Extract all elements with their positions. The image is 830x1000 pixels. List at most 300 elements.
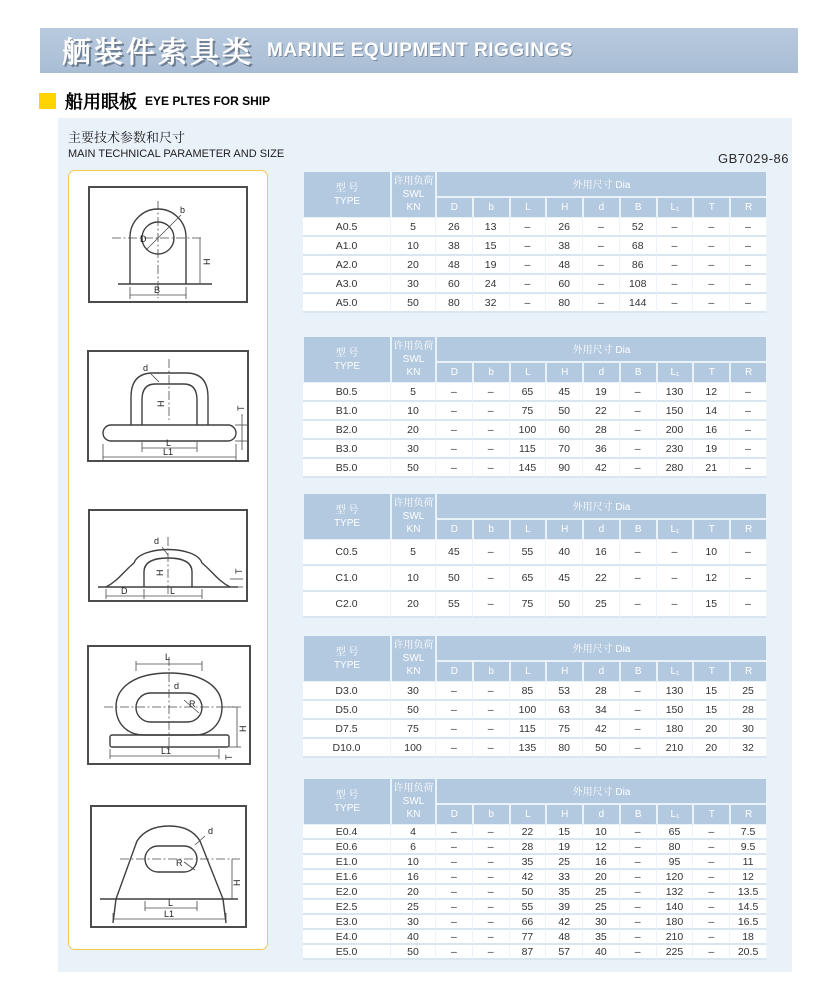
spec-cell: – bbox=[730, 440, 767, 459]
spec-cell: – bbox=[473, 682, 510, 701]
spec-cell: 50 bbox=[510, 885, 547, 900]
spec-cell: 33 bbox=[546, 870, 583, 885]
dim-label: L bbox=[166, 438, 172, 448]
spec-cell: – bbox=[657, 275, 694, 294]
spec-row bbox=[303, 237, 767, 256]
dim-label: d bbox=[208, 826, 214, 836]
spec-cell: B5.0 bbox=[303, 459, 391, 478]
spec-cell: 45 bbox=[546, 566, 583, 592]
spec-cell: 22 bbox=[510, 825, 547, 840]
spec-cell: – bbox=[620, 840, 657, 855]
spec-cell: 20 bbox=[583, 870, 620, 885]
spec-cell: – bbox=[730, 459, 767, 478]
spec-cell: 65 bbox=[657, 825, 694, 840]
spec-cell: – bbox=[436, 825, 473, 840]
spec-cell: – bbox=[620, 592, 657, 618]
spec-cell: 80 bbox=[436, 294, 473, 313]
spec-cell: 108 bbox=[620, 275, 657, 294]
spec-cell: D10.0 bbox=[303, 739, 391, 758]
spec-cell: A5.0 bbox=[303, 294, 391, 313]
spec-cell: E1.6 bbox=[303, 870, 391, 885]
spec-cell: 25 bbox=[583, 592, 620, 618]
dim-label: H bbox=[238, 725, 248, 732]
spec-cell: 12 bbox=[693, 566, 730, 592]
spec-cell: A0.5 bbox=[303, 218, 391, 237]
spec-row bbox=[303, 682, 767, 701]
spec-cell: 34 bbox=[583, 701, 620, 720]
spec-cell: – bbox=[473, 930, 510, 945]
spec-row bbox=[303, 540, 767, 566]
spec-cell: – bbox=[436, 900, 473, 915]
col-header-dim-0: D bbox=[436, 519, 473, 540]
spec-cell: B0.5 bbox=[303, 383, 391, 402]
spec-cell: 40 bbox=[546, 540, 583, 566]
spec-cell: 48 bbox=[546, 256, 583, 275]
spec-cell: 140 bbox=[657, 900, 694, 915]
spec-cell: 30 bbox=[391, 915, 436, 930]
col-header-dim-7: T bbox=[693, 519, 730, 540]
spec-cell: 80 bbox=[657, 840, 694, 855]
spec-cell: 30 bbox=[391, 440, 436, 459]
spec-cell: 130 bbox=[657, 383, 694, 402]
col-header-dim-5: B bbox=[620, 804, 657, 825]
spec-cell: – bbox=[436, 855, 473, 870]
dim-label: T bbox=[236, 405, 246, 411]
spec-cell: – bbox=[693, 840, 730, 855]
spec-cell: – bbox=[436, 945, 473, 960]
spec-cell: 15 bbox=[473, 237, 510, 256]
spec-cell: E5.0 bbox=[303, 945, 391, 960]
spec-cell: – bbox=[620, 402, 657, 421]
spec-cell: 30 bbox=[391, 275, 436, 294]
dim-label: B bbox=[154, 285, 161, 295]
spec-cell: A2.0 bbox=[303, 256, 391, 275]
spec-table-b bbox=[303, 336, 767, 478]
spec-cell: – bbox=[620, 720, 657, 739]
spec-cell: – bbox=[436, 930, 473, 945]
spec-cell: – bbox=[620, 540, 657, 566]
spec-row bbox=[303, 218, 767, 237]
spec-cell: 20 bbox=[693, 720, 730, 739]
spec-row bbox=[303, 402, 767, 421]
dim-label: L1 bbox=[164, 909, 175, 919]
spec-cell: – bbox=[473, 402, 510, 421]
spec-cell: – bbox=[436, 739, 473, 758]
dim-label: T bbox=[224, 754, 234, 760]
spec-cell: 100 bbox=[510, 701, 547, 720]
spec-cell: 60 bbox=[546, 275, 583, 294]
spec-cell: 26 bbox=[546, 218, 583, 237]
spec-cell: – bbox=[620, 440, 657, 459]
spec-row bbox=[303, 825, 767, 840]
spec-cell: – bbox=[730, 237, 767, 256]
spec-cell: 55 bbox=[510, 540, 547, 566]
spec-cell: 30 bbox=[391, 682, 436, 701]
col-header-dim-5: B bbox=[620, 519, 657, 540]
spec-cell: 18 bbox=[730, 930, 767, 945]
spec-cell: 32 bbox=[473, 294, 510, 313]
spec-cell: – bbox=[620, 945, 657, 960]
section-title-zh: 船用眼板 bbox=[65, 92, 137, 112]
banner-title-zh: 舾装件索具类 bbox=[62, 37, 255, 69]
col-header-dim-1: b bbox=[473, 519, 510, 540]
spec-cell: 39 bbox=[546, 900, 583, 915]
spec-cell: 80 bbox=[546, 294, 583, 313]
eye-plate-d-drawing bbox=[89, 647, 249, 763]
spec-cell: E3.0 bbox=[303, 915, 391, 930]
spec-cell: – bbox=[436, 885, 473, 900]
diagram-type-a bbox=[88, 186, 248, 303]
dim-label: L1 bbox=[161, 746, 172, 756]
col-header-swl: 许用负荷 SWL KN bbox=[391, 778, 436, 825]
spec-row bbox=[303, 885, 767, 900]
spec-cell: – bbox=[620, 855, 657, 870]
spec-cell: 16 bbox=[391, 870, 436, 885]
spec-cell: 28 bbox=[583, 682, 620, 701]
spec-cell: – bbox=[583, 275, 620, 294]
dim-label: H bbox=[232, 879, 242, 886]
spec-cell: 35 bbox=[546, 885, 583, 900]
col-header-dim-3: H bbox=[546, 362, 583, 383]
spec-cell: 24 bbox=[473, 275, 510, 294]
spec-cell: 25 bbox=[391, 900, 436, 915]
spec-cell: – bbox=[620, 825, 657, 840]
table-head bbox=[303, 493, 767, 540]
col-header-dim-1: b bbox=[473, 197, 510, 218]
spec-cell: 210 bbox=[657, 930, 694, 945]
eye-plate-a-drawing bbox=[90, 188, 246, 301]
spec-cell: – bbox=[510, 256, 547, 275]
spec-cell: 25 bbox=[583, 900, 620, 915]
spec-cell: 45 bbox=[546, 383, 583, 402]
spec-cell: D5.0 bbox=[303, 701, 391, 720]
spec-cell: – bbox=[473, 915, 510, 930]
spec-cell: – bbox=[620, 900, 657, 915]
spec-cell: 144 bbox=[620, 294, 657, 313]
diagram-type-b bbox=[87, 350, 249, 462]
spec-cell: 70 bbox=[546, 440, 583, 459]
col-header-dim-8: R bbox=[730, 362, 767, 383]
spec-cell: 115 bbox=[510, 720, 547, 739]
spec-cell: 20 bbox=[391, 592, 436, 618]
spec-cell: – bbox=[620, 915, 657, 930]
spec-cell: 53 bbox=[546, 682, 583, 701]
spec-cell: 75 bbox=[510, 592, 547, 618]
col-header-dimensions: 外用尺寸 Dia bbox=[436, 778, 767, 804]
spec-cell: – bbox=[473, 540, 510, 566]
diagram-type-d bbox=[87, 645, 251, 765]
spec-cell: 40 bbox=[583, 945, 620, 960]
spec-cell: – bbox=[657, 592, 694, 618]
spec-cell: E2.0 bbox=[303, 885, 391, 900]
spec-cell: 36 bbox=[583, 440, 620, 459]
spec-cell: D3.0 bbox=[303, 682, 391, 701]
spec-cell: 68 bbox=[620, 237, 657, 256]
spec-row bbox=[303, 900, 767, 915]
dim-label: d bbox=[143, 363, 149, 373]
spec-row bbox=[303, 592, 767, 618]
spec-cell: – bbox=[657, 566, 694, 592]
spec-table-d bbox=[303, 635, 767, 758]
spec-cell: – bbox=[473, 440, 510, 459]
col-header-dim-2: L bbox=[510, 519, 547, 540]
col-header-type: 型 号 TYPE bbox=[303, 336, 391, 383]
spec-cell: 65 bbox=[510, 566, 547, 592]
spec-cell: 30 bbox=[583, 915, 620, 930]
spec-cell: – bbox=[473, 945, 510, 960]
spec-cell: – bbox=[620, 459, 657, 478]
spec-cell: 20 bbox=[391, 885, 436, 900]
spec-cell: – bbox=[693, 855, 730, 870]
spec-cell: 95 bbox=[657, 855, 694, 870]
spec-cell: – bbox=[436, 383, 473, 402]
col-header-dimensions: 外用尺寸 Dia bbox=[436, 171, 767, 197]
col-header-type: 型 号 TYPE bbox=[303, 493, 391, 540]
spec-cell: 86 bbox=[620, 256, 657, 275]
spec-cell: 7.5 bbox=[730, 825, 767, 840]
dim-label: L bbox=[168, 898, 174, 908]
spec-cell: – bbox=[473, 840, 510, 855]
spec-cell: – bbox=[620, 739, 657, 758]
spec-cell: – bbox=[473, 825, 510, 840]
spec-cell: B2.0 bbox=[303, 421, 391, 440]
spec-cell: – bbox=[693, 915, 730, 930]
col-header-dim-3: H bbox=[546, 661, 583, 682]
spec-cell: – bbox=[730, 218, 767, 237]
spec-row bbox=[303, 566, 767, 592]
spec-cell: – bbox=[473, 885, 510, 900]
spec-cell: 35 bbox=[510, 855, 547, 870]
spec-cell: – bbox=[583, 237, 620, 256]
col-header-dim-6: L₁ bbox=[657, 661, 694, 682]
spec-cell: 100 bbox=[510, 421, 547, 440]
spec-cell: 75 bbox=[391, 720, 436, 739]
spec-cell: 200 bbox=[657, 421, 694, 440]
spec-cell: – bbox=[657, 294, 694, 313]
spec-cell: E4.0 bbox=[303, 930, 391, 945]
spec-cell: – bbox=[693, 825, 730, 840]
spec-cell: 4 bbox=[391, 825, 436, 840]
col-header-dim-0: D bbox=[436, 804, 473, 825]
spec-cell: – bbox=[436, 402, 473, 421]
spec-cell: 52 bbox=[620, 218, 657, 237]
col-header-dim-7: T bbox=[693, 362, 730, 383]
spec-cell: 13.5 bbox=[730, 885, 767, 900]
spec-cell: 12 bbox=[583, 840, 620, 855]
spec-row bbox=[303, 256, 767, 275]
spec-cell: – bbox=[657, 256, 694, 275]
spec-cell: 48 bbox=[436, 256, 473, 275]
spec-cell: – bbox=[730, 421, 767, 440]
spec-row bbox=[303, 440, 767, 459]
spec-row bbox=[303, 915, 767, 930]
spec-cell: – bbox=[693, 900, 730, 915]
dim-label: R bbox=[189, 699, 196, 709]
col-header-dim-0: D bbox=[436, 661, 473, 682]
spec-cell: 19 bbox=[546, 840, 583, 855]
spec-cell: 48 bbox=[546, 930, 583, 945]
spec-cell: 100 bbox=[391, 739, 436, 758]
yellow-bullet-icon bbox=[39, 93, 56, 109]
spec-cell: 19 bbox=[473, 256, 510, 275]
spec-row bbox=[303, 840, 767, 855]
spec-cell: 19 bbox=[583, 383, 620, 402]
spec-row bbox=[303, 383, 767, 402]
spec-cell: – bbox=[473, 421, 510, 440]
spec-cell: – bbox=[620, 870, 657, 885]
spec-cell: 11 bbox=[730, 855, 767, 870]
spec-cell: 15 bbox=[693, 701, 730, 720]
spec-cell: – bbox=[583, 218, 620, 237]
spec-row bbox=[303, 294, 767, 313]
spec-cell: – bbox=[693, 930, 730, 945]
dim-label: d bbox=[174, 681, 180, 691]
page-banner bbox=[40, 28, 798, 73]
spec-cell: – bbox=[436, 915, 473, 930]
col-header-swl: 许用负荷 SWL KN bbox=[391, 171, 436, 218]
content-panel bbox=[58, 118, 792, 972]
spec-cell: – bbox=[510, 218, 547, 237]
spec-cell: 150 bbox=[657, 701, 694, 720]
spec-cell: 12 bbox=[730, 870, 767, 885]
spec-row bbox=[303, 701, 767, 720]
col-header-dim-5: B bbox=[620, 661, 657, 682]
spec-cell: – bbox=[730, 256, 767, 275]
spec-cell: 15 bbox=[693, 592, 730, 618]
spec-cell: 50 bbox=[583, 739, 620, 758]
spec-cell: 13 bbox=[473, 218, 510, 237]
dim-label: T bbox=[234, 568, 244, 574]
spec-cell: A1.0 bbox=[303, 237, 391, 256]
spec-cell: E2.5 bbox=[303, 900, 391, 915]
spec-cell: 225 bbox=[657, 945, 694, 960]
spec-cell: – bbox=[693, 885, 730, 900]
spec-cell: 50 bbox=[391, 701, 436, 720]
spec-cell: – bbox=[730, 592, 767, 618]
spec-row bbox=[303, 930, 767, 945]
standard-number: GB7029-86 bbox=[718, 151, 789, 166]
spec-row bbox=[303, 855, 767, 870]
spec-cell: E0.4 bbox=[303, 825, 391, 840]
diagram-type-c bbox=[88, 509, 248, 602]
spec-cell: 75 bbox=[546, 720, 583, 739]
col-header-swl: 许用负荷 SWL KN bbox=[391, 635, 436, 682]
col-header-dim-8: R bbox=[730, 661, 767, 682]
spec-cell: 50 bbox=[391, 294, 436, 313]
col-header-dim-3: H bbox=[546, 804, 583, 825]
spec-table-c bbox=[303, 493, 767, 618]
col-header-dimensions: 外用尺寸 Dia bbox=[436, 336, 767, 362]
spec-cell: – bbox=[693, 870, 730, 885]
spec-cell: 28 bbox=[510, 840, 547, 855]
spec-cell: 20 bbox=[693, 739, 730, 758]
spec-cell: – bbox=[473, 739, 510, 758]
table-head bbox=[303, 336, 767, 383]
spec-cell: 21 bbox=[693, 459, 730, 478]
spec-cell: 20 bbox=[391, 421, 436, 440]
dim-label: R bbox=[176, 858, 183, 868]
spec-cell: 42 bbox=[546, 915, 583, 930]
col-header-dim-2: L bbox=[510, 804, 547, 825]
spec-cell: 66 bbox=[510, 915, 547, 930]
spec-cell: 16 bbox=[693, 421, 730, 440]
spec-cell: 90 bbox=[546, 459, 583, 478]
col-header-dim-6: L₁ bbox=[657, 362, 694, 383]
spec-row bbox=[303, 945, 767, 960]
spec-cell: 50 bbox=[436, 566, 473, 592]
col-header-dim-4: d bbox=[583, 519, 620, 540]
spec-row bbox=[303, 870, 767, 885]
spec-cell: – bbox=[473, 855, 510, 870]
spec-cell: – bbox=[620, 930, 657, 945]
col-header-type: 型 号 TYPE bbox=[303, 635, 391, 682]
spec-cell: 50 bbox=[391, 459, 436, 478]
spec-cell: 65 bbox=[510, 383, 547, 402]
spec-cell: – bbox=[730, 566, 767, 592]
col-header-type: 型 号 TYPE bbox=[303, 171, 391, 218]
spec-cell: 60 bbox=[436, 275, 473, 294]
spec-cell: 5 bbox=[391, 383, 436, 402]
spec-cell: 16 bbox=[583, 855, 620, 870]
spec-cell: 5 bbox=[391, 218, 436, 237]
dim-label: d bbox=[154, 536, 160, 546]
col-header-dim-0: D bbox=[436, 362, 473, 383]
spec-cell: 22 bbox=[583, 402, 620, 421]
spec-cell: 14 bbox=[693, 402, 730, 421]
spec-cell: – bbox=[473, 720, 510, 739]
spec-row bbox=[303, 421, 767, 440]
spec-tables-column bbox=[303, 118, 767, 972]
col-header-dim-7: T bbox=[693, 661, 730, 682]
spec-cell: 87 bbox=[510, 945, 547, 960]
col-header-dim-5: B bbox=[620, 197, 657, 218]
table-head bbox=[303, 171, 767, 218]
dim-label: L bbox=[165, 652, 171, 662]
spec-cell: – bbox=[436, 701, 473, 720]
spec-cell: 150 bbox=[657, 402, 694, 421]
spec-cell: 145 bbox=[510, 459, 547, 478]
spec-cell: 42 bbox=[583, 720, 620, 739]
spec-row bbox=[303, 739, 767, 758]
spec-cell: 14.5 bbox=[730, 900, 767, 915]
spec-cell: 10 bbox=[391, 402, 436, 421]
spec-cell: 12 bbox=[693, 383, 730, 402]
spec-cell: – bbox=[620, 701, 657, 720]
spec-cell: 30 bbox=[730, 720, 767, 739]
spec-cell: 28 bbox=[730, 701, 767, 720]
spec-cell: 22 bbox=[583, 566, 620, 592]
spec-cell: 132 bbox=[657, 885, 694, 900]
spec-cell: 45 bbox=[436, 540, 473, 566]
col-header-dim-7: T bbox=[693, 197, 730, 218]
spec-cell: 20.5 bbox=[730, 945, 767, 960]
spec-cell: 9.5 bbox=[730, 840, 767, 855]
col-header-dim-0: D bbox=[436, 197, 473, 218]
col-header-dim-6: L₁ bbox=[657, 804, 694, 825]
col-header-dim-4: d bbox=[583, 197, 620, 218]
spec-cell: – bbox=[583, 256, 620, 275]
spec-cell: – bbox=[473, 566, 510, 592]
spec-cell: – bbox=[473, 459, 510, 478]
table-head bbox=[303, 778, 767, 825]
dim-label: H bbox=[156, 400, 166, 407]
subtitle-zh: 主要技术参数和尺寸 bbox=[68, 130, 186, 145]
diagram-type-e bbox=[90, 805, 247, 928]
spec-cell: – bbox=[620, 885, 657, 900]
spec-cell: 32 bbox=[730, 739, 767, 758]
spec-cell: B1.0 bbox=[303, 402, 391, 421]
col-header-dim-4: d bbox=[583, 362, 620, 383]
